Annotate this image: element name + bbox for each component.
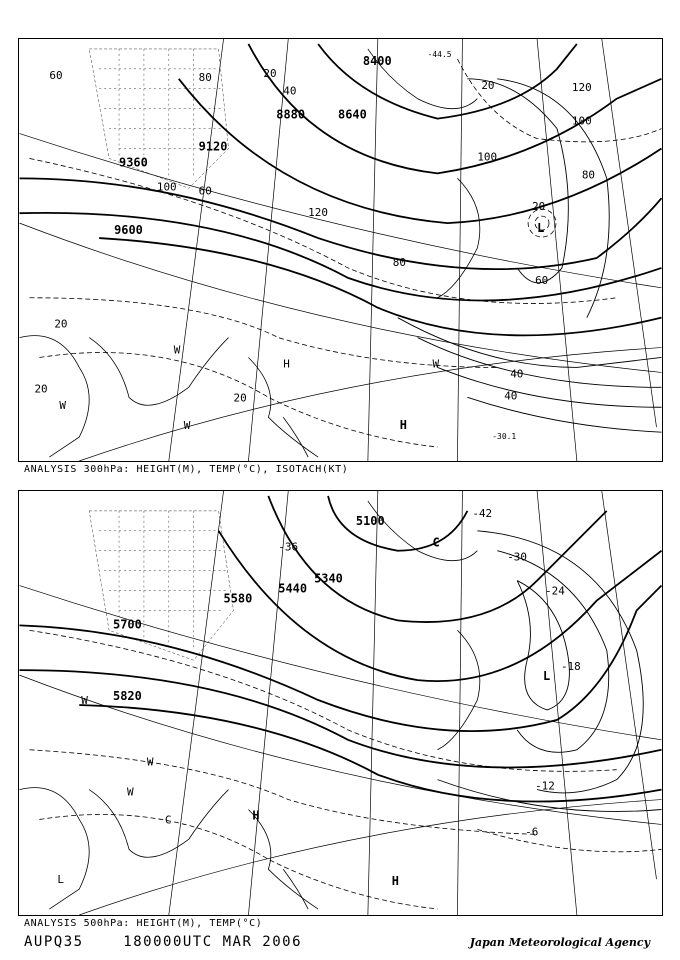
map-label: 80: [392, 255, 406, 269]
map-label: L: [543, 669, 551, 684]
map-label: 8880: [276, 107, 306, 122]
map-label: -18: [560, 660, 581, 674]
map-label: L: [537, 221, 545, 236]
map-label: 20: [34, 382, 48, 396]
map-label: 80: [198, 70, 212, 84]
caption-300hpa: ANALYSIS 300hPa: HEIGHT(M), TEMP(°C), ISOTACH(KT): [24, 464, 349, 475]
chart-datetime: 180000UTC MAR 2006: [123, 934, 303, 950]
map-label: 100: [571, 114, 592, 128]
map-label: W: [127, 785, 134, 799]
map-label: -30: [507, 550, 527, 564]
map-label: -44.5: [427, 49, 452, 59]
map-label: 80: [581, 168, 596, 182]
map-label: 100: [477, 150, 498, 164]
temperature-contours: [398, 79, 662, 432]
map-500hpa: [19, 491, 662, 915]
map-label: 100: [156, 180, 177, 194]
map-label: 60: [535, 273, 549, 287]
map-label: 60: [198, 184, 212, 198]
map-label: H: [399, 418, 407, 433]
map-label: W: [59, 399, 66, 413]
map-label: 9600: [114, 223, 143, 238]
map-label: 120: [571, 80, 592, 94]
map-label: W: [173, 343, 181, 357]
chart-500hpa: [18, 490, 663, 916]
map-label: 9120: [198, 139, 228, 154]
map-label: C: [432, 535, 440, 550]
map-label: 5700: [113, 617, 142, 632]
map-label: 8400: [362, 53, 392, 68]
map-label: C: [164, 813, 172, 827]
map-label: 5340: [314, 571, 343, 586]
height-contours: [20, 496, 662, 802]
map-label: H: [391, 874, 399, 889]
chart-code: [24, 934, 302, 950]
chart-id: AUPQ35: [24, 934, 84, 950]
map-label: 20: [233, 391, 247, 405]
map-label: 8640: [338, 107, 367, 122]
map-label: -12: [535, 779, 555, 793]
map-label: 20: [532, 200, 546, 214]
map-label: 20: [54, 317, 68, 331]
map-label: 40: [510, 367, 524, 381]
map-label: 5820: [113, 689, 142, 704]
map-label: W: [432, 357, 440, 371]
hatch-region: [89, 511, 233, 660]
map-label: 5580: [223, 591, 253, 606]
map-label: -24: [545, 584, 565, 598]
map-label: 60: [49, 68, 63, 82]
map-label: 20: [263, 66, 277, 80]
map-label: W: [183, 419, 191, 433]
map-label: 40: [504, 389, 518, 403]
map-label: -30.1: [492, 432, 517, 442]
map-label: -6: [525, 825, 539, 839]
agency-name: Japan Meteorological Agency: [469, 936, 650, 949]
map-label: H: [252, 808, 260, 823]
labels-500hpa: [57, 507, 580, 888]
map-label: 20: [481, 78, 495, 92]
height-contours: [20, 44, 662, 335]
map-label: -42: [472, 506, 493, 520]
map-label: W: [146, 755, 154, 769]
map-label: 120: [308, 206, 328, 220]
map-label: L: [57, 873, 64, 887]
map-label: 5100: [355, 513, 385, 528]
map-300hpa: [19, 39, 662, 461]
map-label: 5440: [278, 581, 308, 596]
map-label: 9360: [119, 155, 148, 170]
chart-300hpa: [18, 38, 663, 462]
map-label: -36: [278, 540, 299, 554]
map-label: W: [81, 693, 88, 707]
map-label: H: [283, 357, 290, 371]
map-label: 40: [283, 84, 297, 98]
labels-300hpa: [34, 50, 595, 441]
caption-500hpa: ANALYSIS 500hPa: HEIGHT(M), TEMP(°C): [24, 918, 263, 929]
